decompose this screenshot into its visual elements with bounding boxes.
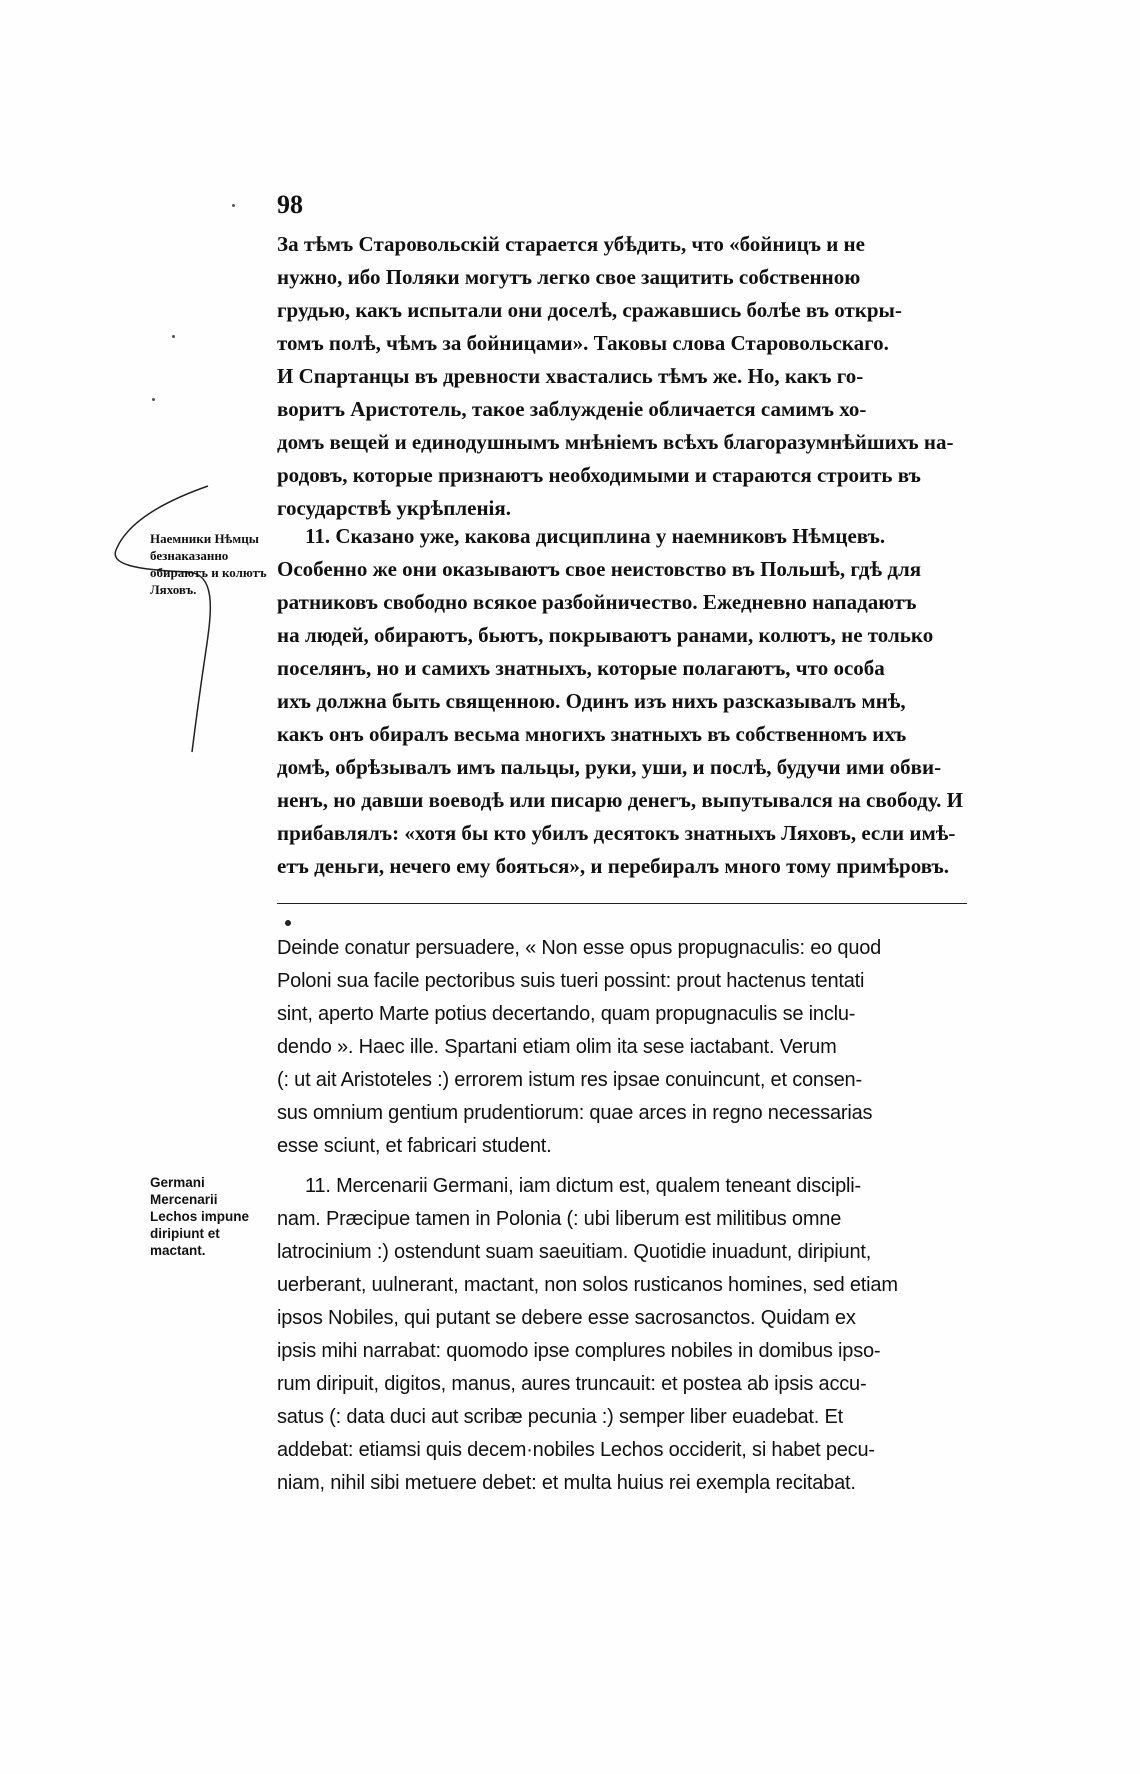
latin-paragraph-1 (277, 932, 967, 1163)
russian-sidenote: Наемники Нѣмцы безнаказанно обираютъ и колютъ Ляховъ. (150, 531, 267, 597)
text-line: ратниковъ свободно всякое разбойничество. Ежедневно нападаютъ (277, 590, 917, 614)
text-line: niam, nihil sibi metuere debet: et multa huius rei exempla recitabat. (277, 1472, 856, 1494)
text-line: Deinde conatur persuadere, « Non esse opus propugnaculis: eo quod (277, 937, 882, 959)
text-line: домѣ, обрѣзывалъ имъ пальцы, руки, уши, и послѣ, будучи ими обви- (277, 755, 942, 779)
latin-paragraph-2 (277, 1170, 967, 1500)
text-line: 11. Mercenarii Germani, iam dictum est, qualem teneant discipli- (305, 1175, 861, 1197)
section-divider (277, 903, 967, 904)
text-line: грудью, какъ испытали они доселѣ, сражавшись болѣе въ откры- (277, 298, 902, 322)
text-line: uerberant, uulnerant, mactant, non solos rusticanos homines, sed etiam (277, 1274, 898, 1296)
text-line: Особенно же они оказываютъ свое неистовство въ Польшѣ, гдѣ для (277, 557, 922, 581)
text-line: satus (: data duci aut scribæ pecunia :) semper liber euadebat. Et (277, 1406, 843, 1428)
text-line: За тѣмъ Старовольскій старается убѣдить, что «бойницъ и не (277, 232, 865, 256)
scan-speck (232, 204, 235, 207)
text-line: dendo ». Haec ille. Spartani etiam olim ita sese iactabant. Verum (277, 1036, 837, 1058)
text-line: нужно, ибо Поляки могутъ легко свое защитить собственною (277, 265, 861, 289)
scan-speck (172, 335, 175, 338)
margin-bracket (108, 480, 268, 760)
text-line: latrocinium :) ostendunt suam saeuitiam. Quotidie inuadunt, diripiunt, (277, 1241, 872, 1263)
text-line: 11. Сказано уже, какова дисциплина у наемниковъ Нѣмцевъ. (305, 524, 886, 548)
text-line: поселянъ, но и самихъ знатныхъ, которые полагаютъ, что особа (277, 656, 885, 680)
text-line: томъ полѣ, чѣмъ за бойницами». Таковы слова Старовольскаго. (277, 331, 889, 355)
text-line: воритъ Аристотель, такое заблужденіе обличается самимъ хо- (277, 397, 867, 421)
text-line: esse sciunt, et fabricari student. (277, 1135, 552, 1157)
text-line: прибавлялъ: «хотя бы кто убилъ десятокъ знатныхъ Ляховъ, если имѣ- (277, 821, 956, 845)
ink-dot (285, 920, 291, 926)
text-line: ненъ, но давши воеводѣ или писарю денегъ, выпутывался на свободу. И (277, 788, 963, 812)
russian-paragraph-1 (277, 228, 967, 525)
text-line: addebat: etiamsi quis decem·nobiles Lechos occiderit, si habet pecu- (277, 1439, 875, 1461)
text-line: И Спартанцы въ древности хвастались тѣмъ же. Но, какъ го- (277, 364, 864, 388)
text-line: родовъ, которые признаютъ необходимыми и стараются строить въ (277, 463, 921, 487)
page-number: 98 (277, 190, 303, 219)
text-line: sint, aperto Marte potius decertando, quam propugnaculis se inclu- (277, 1003, 856, 1025)
text-line: какъ онъ обиралъ весьма многихъ знатныхъ въ собственномъ ихъ (277, 722, 907, 746)
text-line: sus omnium gentium prudentiorum: quae arces in regno necessarias (277, 1102, 873, 1124)
text-line: домъ вещей и единодушнымъ мнѣніемъ всѣхъ благоразумнѣйшихъ на- (277, 430, 954, 454)
text-line: (: ut ait Aristoteles :) errorem istum res ipsae conuincunt, et consen- (277, 1069, 862, 1091)
text-line: ipsis mihi narrabat: quomodo ipse complures nobiles in domibus ipso- (277, 1340, 881, 1362)
text-line: етъ деньги, нечего ему бояться», и перебиралъ много тому примѣровъ. (277, 854, 950, 878)
scan-speck (152, 398, 155, 401)
text-line: nam. Præcipue tamen in Polonia (: ubi liberum est militibus omne (277, 1208, 842, 1230)
text-line: Poloni sua facile pectoribus suis tueri possint: prout hactenus tentati (277, 970, 865, 992)
text-line: ipsos Nobiles, qui putant se debere esse sacrosanctos. Quidam ex (277, 1307, 856, 1329)
russian-paragraph-2 (277, 520, 967, 883)
text-line: на людей, обираютъ, бьютъ, покрываютъ ранами, колютъ, не только (277, 623, 934, 647)
text-line: rum diripuit, digitos, manus, aures truncauit: et postea ab ipsis accu- (277, 1373, 867, 1395)
text-line: ихъ должна быть священною. Одинъ изъ нихъ разсказывалъ мнѣ, (277, 689, 906, 713)
latin-sidenote: Germani Mercenarii Lechos impune diripiunt et mactant. (150, 1175, 250, 1258)
text-line: государствѣ укрѣпленія. (277, 496, 511, 520)
